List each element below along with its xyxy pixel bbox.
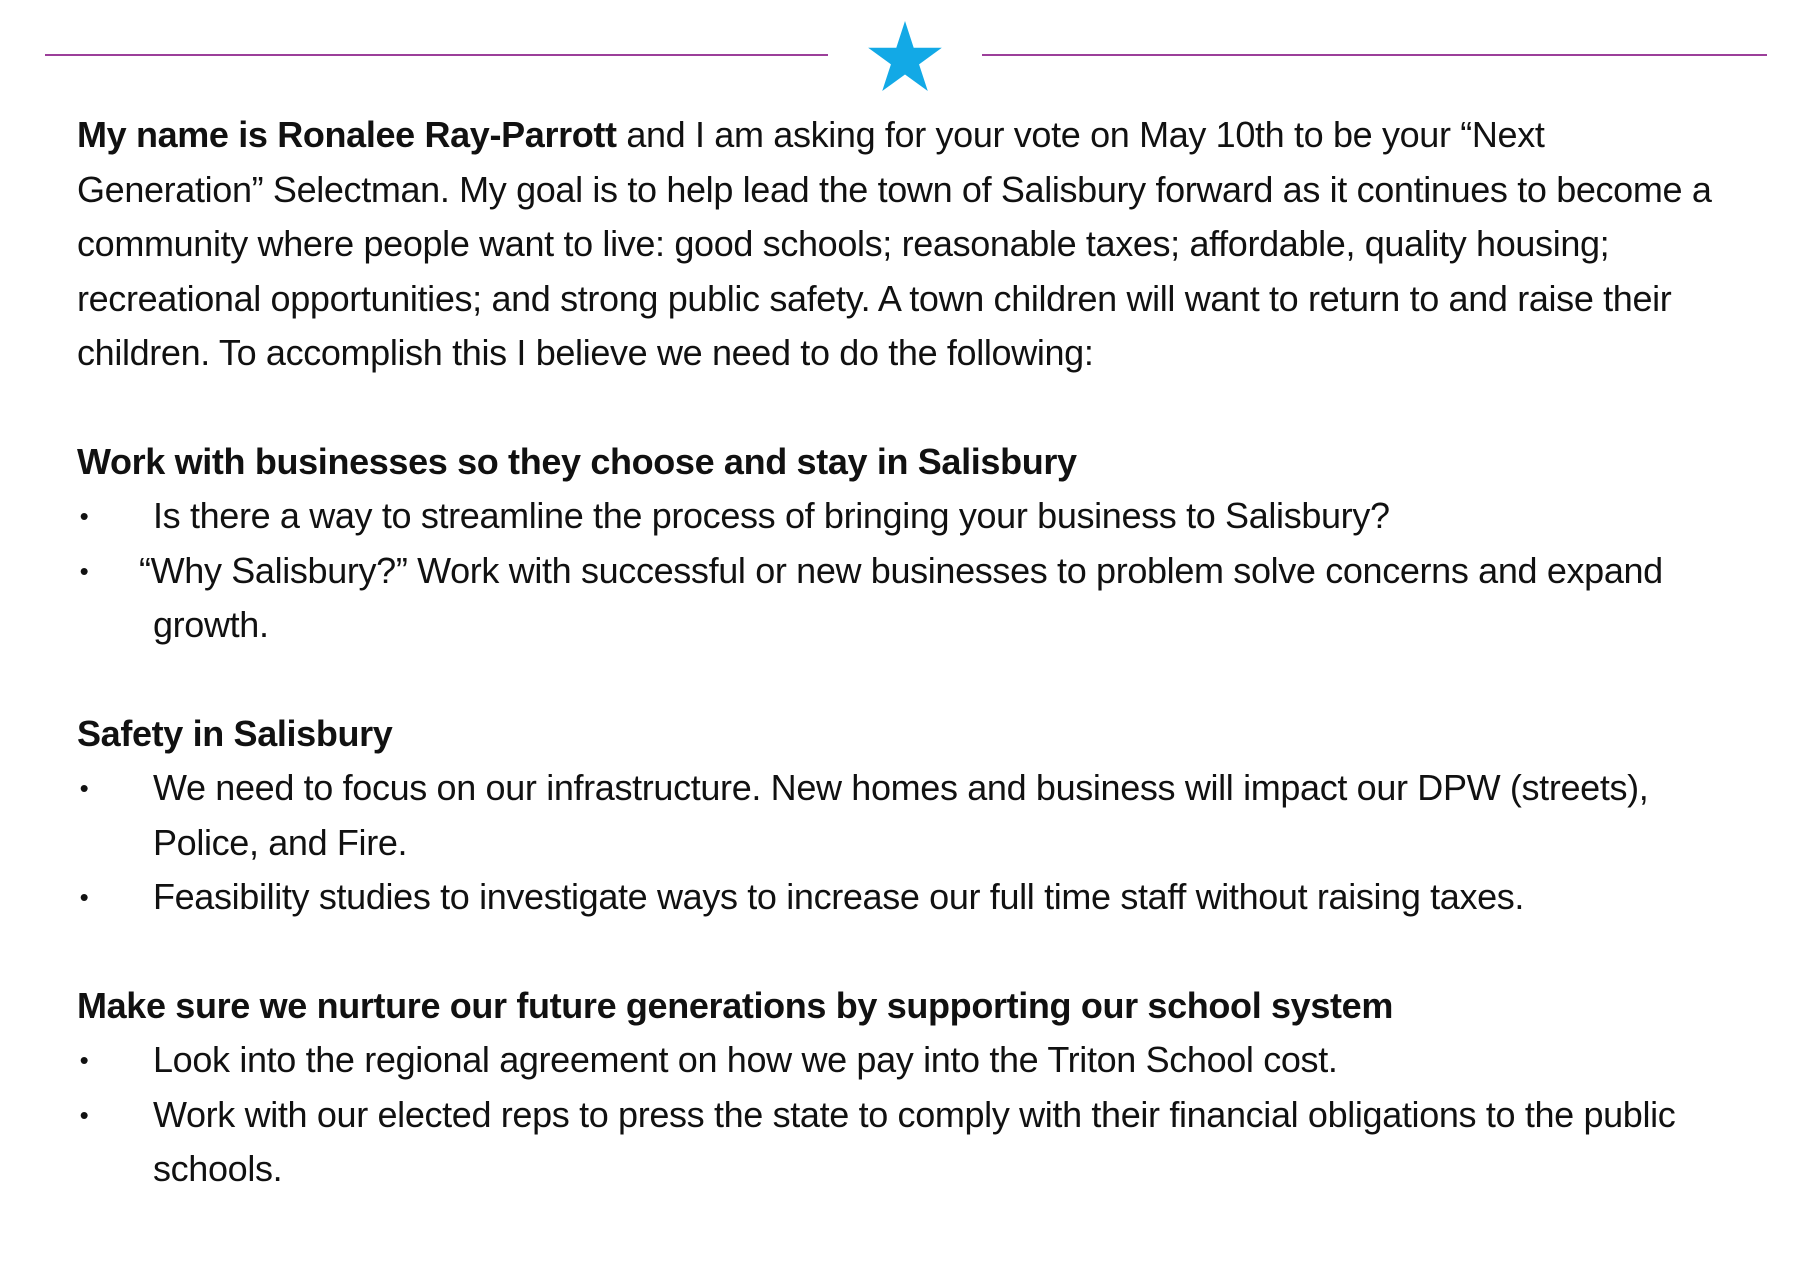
bullet-icon: • bbox=[79, 1045, 89, 1075]
bullet-icon: • bbox=[79, 882, 89, 912]
section-heading: Safety in Salisbury bbox=[77, 712, 393, 754]
bullet-icon: • bbox=[79, 1099, 89, 1130]
letter-body bbox=[77, 108, 1737, 1197]
section-business bbox=[77, 435, 1737, 653]
section-heading: Work with businesses so they choose and stay in Salisbury bbox=[77, 440, 1077, 482]
bullet-list bbox=[77, 489, 1737, 653]
list-item-text: Work with our elected reps to press the state to comply with their financial obligations to the public schools. bbox=[153, 1093, 1676, 1189]
bullet-icon: • bbox=[79, 555, 89, 586]
section-safety bbox=[77, 707, 1737, 925]
star-icon bbox=[868, 21, 942, 91]
intro-paragraph bbox=[77, 108, 1737, 381]
list-item bbox=[77, 1033, 1737, 1088]
section-schools bbox=[77, 979, 1737, 1197]
list-item bbox=[77, 870, 1737, 925]
list-item-text: We need to focus on our infrastructure. New homes and business will impact our DPW (streets), Police, and Fire. bbox=[153, 767, 1649, 863]
header-divider-right bbox=[982, 54, 1767, 56]
list-item bbox=[77, 489, 1737, 544]
bullet-list bbox=[77, 1033, 1737, 1197]
bullet-icon: • bbox=[79, 501, 89, 531]
list-item-text: Feasibility studies to investigate ways to increase our full time staff without raising taxes. bbox=[153, 876, 1525, 917]
header-divider-left bbox=[45, 54, 828, 56]
bullet-icon: • bbox=[79, 773, 89, 803]
list-item bbox=[77, 1088, 1737, 1197]
list-item bbox=[77, 544, 1737, 653]
section-heading: Make sure we nurture our future generations by supporting our school system bbox=[77, 984, 1393, 1026]
intro-text: and I am asking for your vote on May 10th to be your “Next Generation” Selectman. My goal is to help lead the town of Salisbury forward as it continues to become a community where people want to live: good schools; reasonable taxes; affordable, quality housing; recreational opportunities; and strong public safety. A town children will want to return to and raise their children. To accomplish this I believe we need to do the following: bbox=[77, 114, 1712, 373]
list-item-text: Is there a way to streamline the process of bringing your business to Salisbury? bbox=[153, 495, 1390, 536]
intro-name-lead: My name is Ronalee Ray-Parrott bbox=[77, 114, 617, 155]
list-item-text: Look into the regional agreement on how we pay into the Triton School cost. bbox=[153, 1039, 1338, 1080]
bullet-list bbox=[77, 761, 1737, 925]
list-item bbox=[77, 761, 1737, 870]
list-item-text: “Why Salisbury?” Work with successful or new businesses to problem solve concerns and expand growth. bbox=[139, 549, 1663, 645]
